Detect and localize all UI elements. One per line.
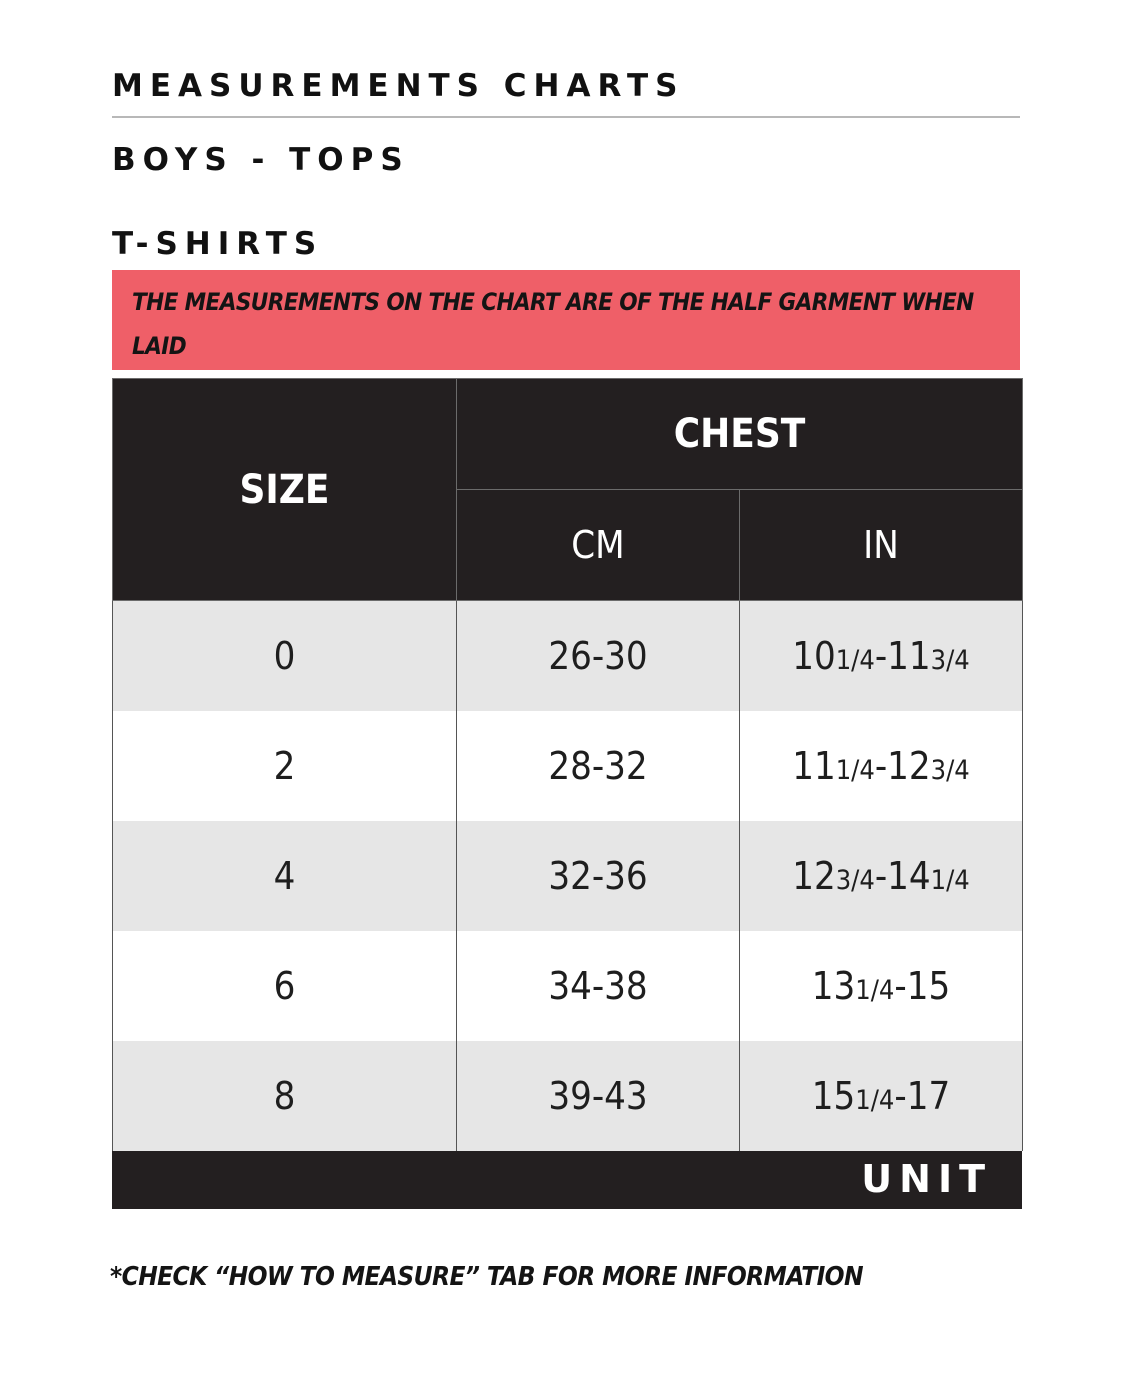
chest-in-cell	[740, 711, 1023, 821]
chest-in-cell	[740, 821, 1023, 931]
chest-cm-cell: 39-43	[457, 1041, 740, 1151]
chest-cm-cell: 26-30	[457, 601, 740, 711]
number-part: 12	[792, 853, 836, 898]
title-divider	[112, 116, 1020, 118]
fraction-part: 1/4	[930, 864, 970, 896]
fraction-part: 3/4	[835, 864, 875, 896]
size-cell: 4	[113, 821, 457, 931]
size-column-header: SIZE	[113, 379, 457, 601]
size-chart-body	[113, 601, 1023, 1151]
fraction-part: 1/4	[855, 974, 895, 1006]
chest-cm-cell: 28-32	[457, 711, 740, 821]
chest-in-cell	[740, 1041, 1023, 1151]
how-to-measure-note: *CHECK “HOW TO MEASURE” TAB FOR MORE INFORMATION	[110, 1262, 863, 1292]
chest-column-header: CHEST	[457, 379, 1023, 490]
page-title: MEASUREMENTS CHARTS	[112, 68, 685, 104]
size-chart	[112, 378, 1022, 1209]
table-row	[113, 1041, 1023, 1151]
number-part: -12	[874, 743, 931, 788]
measurement-notice-banner	[112, 270, 1020, 370]
size-cell: 2	[113, 711, 457, 821]
fraction-part: 1/4	[855, 1084, 895, 1116]
fraction-part: 1/4	[835, 644, 875, 676]
number-part: -15	[894, 963, 951, 1008]
number-part: -17	[894, 1073, 951, 1118]
size-cell: 0	[113, 601, 457, 711]
table-row	[113, 601, 1023, 711]
brand-footer-bar	[112, 1151, 1022, 1209]
table-row	[113, 931, 1023, 1041]
chest-in-cell	[740, 931, 1023, 1041]
category-heading: BOYS - TOPS	[112, 142, 410, 178]
size-cell: 8	[113, 1041, 457, 1151]
number-part: -14	[874, 853, 931, 898]
chest-cm-cell: 34-38	[457, 931, 740, 1041]
size-chart-table	[112, 378, 1023, 1151]
number-part: 15	[811, 1073, 856, 1118]
number-part: 11	[792, 743, 836, 788]
fraction-part: 3/4	[930, 644, 970, 676]
notice-line-1: THE MEASUREMENTS ON THE CHART ARE OF THE HALF GARMENT WHEN LAID	[132, 288, 974, 360]
fraction-part: 1/4	[835, 754, 875, 786]
number-part: -11	[874, 633, 931, 678]
unit-logo: UNIT	[861, 1156, 992, 1201]
product-heading: T-SHIRTS	[112, 226, 324, 262]
chest-in-cell	[740, 601, 1023, 711]
fraction-part: 3/4	[930, 754, 970, 786]
table-row	[113, 711, 1023, 821]
in-column-header: IN	[740, 490, 1023, 601]
cm-column-header: CM	[457, 490, 740, 601]
table-row	[113, 821, 1023, 931]
number-part: 13	[811, 963, 856, 1008]
number-part: 10	[792, 633, 836, 678]
chest-cm-cell: 32-36	[457, 821, 740, 931]
size-cell: 6	[113, 931, 457, 1041]
